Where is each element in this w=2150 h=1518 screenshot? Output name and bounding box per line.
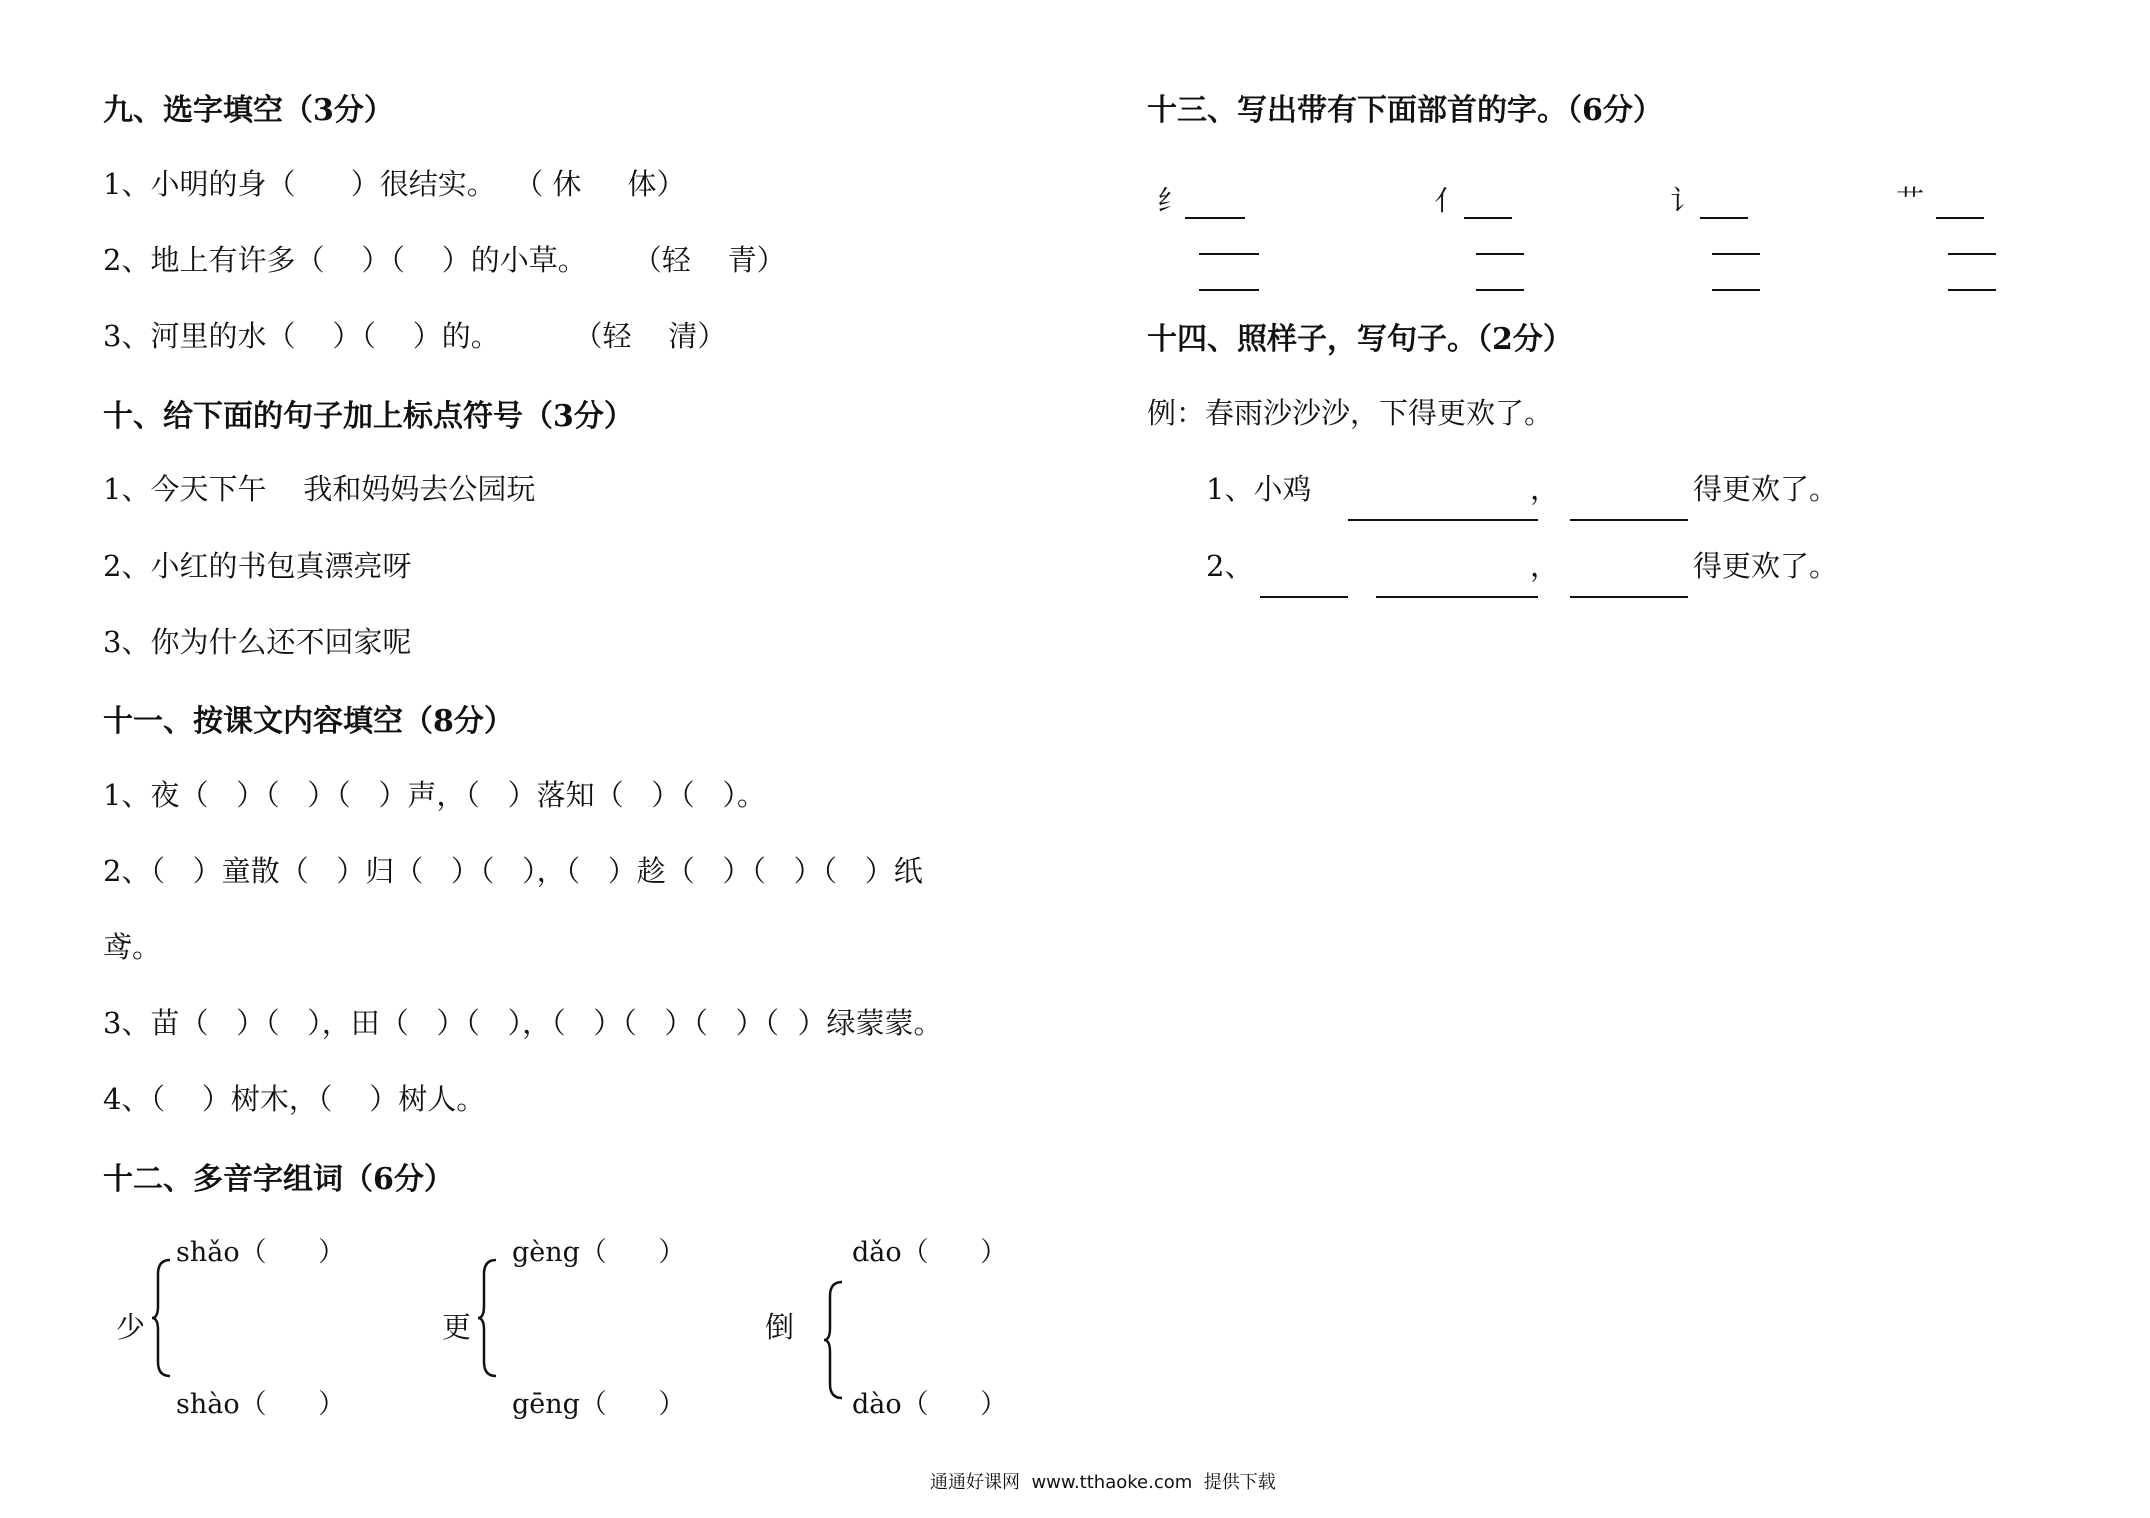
s10-item-3: 3、你为什么还不回家呢 (103, 625, 412, 659)
answer-blank[interactable] (1199, 259, 1259, 291)
s14-item-2-blank-b (1366, 547, 1538, 602)
brace-icon (476, 1258, 498, 1378)
s14-item-2-blank-c (1560, 547, 1688, 602)
polyphone-shao-bottom: shào（ ） (176, 1389, 346, 1420)
answer-blank[interactable] (1570, 489, 1688, 521)
answer-blank[interactable] (1464, 187, 1512, 219)
section-12-title: 十二、多音字组词（6分） (103, 1162, 454, 1197)
s9-item-2: 2、地上有许多（ ）（ ）的小草。 （轻 青） (103, 243, 786, 277)
section-11-title: 十一、按课文内容填空（8分） (103, 704, 514, 739)
s10-item-2: 2、小红的书包真漂亮呀 (103, 549, 412, 583)
s11-item-3: 3、苗（ ）（ ），田（ ）（ ），（ ）（ ）（ ）（ ）绿蒙蒙。 (103, 1006, 943, 1040)
radical-yan: 讠 (1670, 184, 1699, 217)
answer-blank[interactable] (1476, 259, 1524, 291)
section-13-title: 十三、写出带有下面部首的字。（6分） (1147, 93, 1663, 128)
answer-blank[interactable] (1712, 223, 1760, 255)
polyphone-char-shao: 少 (116, 1310, 146, 1344)
s11-item-4: 4、（ ）树木，（ ）树人。 (103, 1082, 486, 1116)
answer-blank[interactable] (1936, 187, 1984, 219)
section-9-title: 九、选字填空（3分） (103, 93, 394, 128)
radical-cao-blanks (1926, 168, 1996, 295)
answer-blank[interactable] (1348, 489, 1538, 521)
s14-item-2-prefix: 2、 (1206, 549, 1254, 583)
polyphone-dao-top: dǎo（ ） (852, 1237, 1008, 1268)
s11-item-1: 1、夜（ ）（ ）（ ）声，（ ）落知（ ）（ ）。 (103, 778, 766, 812)
answer-blank[interactable] (1199, 223, 1259, 255)
answer-blank[interactable] (1712, 259, 1760, 291)
polyphone-char-geng: 更 (442, 1310, 472, 1344)
brace-icon (822, 1280, 844, 1400)
radical-cao: 艹 (1896, 184, 1925, 217)
s14-example: 例：春雨沙沙沙，下得更欢了。 (1147, 396, 1554, 430)
radical-ren: 亻 (1434, 184, 1463, 217)
answer-blank[interactable] (1185, 187, 1245, 219)
s14-item-2-comma: ， (1530, 549, 1560, 583)
s14-item-1-comma: ， (1530, 472, 1560, 506)
answer-blank[interactable] (1948, 223, 1996, 255)
s14-item-2-blank-a (1250, 547, 1348, 602)
s14-item-1-prefix: 1、小鸡 (1206, 472, 1312, 506)
polyphone-geng-top: gèng（ ） (512, 1237, 686, 1268)
s14-item-1-blank-b (1560, 470, 1688, 525)
answer-blank[interactable] (1476, 223, 1524, 255)
s10-item-1: 1、今天下午 我和妈妈去公园玩 (103, 472, 536, 506)
polyphone-geng-bottom: gēng（ ） (512, 1389, 686, 1420)
radical-si-blanks (1175, 168, 1259, 295)
s11-item-2: 2、（ ）童散（ ）归（ ）（ ），（ ）趁（ ）（ ）（ ）纸 (103, 854, 923, 888)
answer-blank[interactable] (1376, 566, 1538, 598)
s14-item-1-blank-a (1338, 470, 1538, 525)
radical-ren-blanks (1454, 168, 1524, 295)
s9-item-3: 3、河里的水（ ）（ ）的。 （轻 清） (103, 319, 727, 353)
brace-icon (150, 1258, 172, 1378)
answer-blank[interactable] (1700, 187, 1748, 219)
s14-item-1-suffix: 得更欢了。 (1693, 472, 1839, 506)
s14-item-2-suffix: 得更欢了。 (1693, 549, 1839, 583)
polyphone-dao-bottom: dào（ ） (852, 1389, 1008, 1420)
section-10-title: 十、给下面的句子加上标点符号（3分） (103, 399, 634, 434)
radical-yan-blanks (1690, 168, 1760, 295)
answer-blank[interactable] (1570, 566, 1688, 598)
polyphone-char-dao: 倒 (765, 1310, 795, 1344)
s11-item-2-cont: 鸢。 (103, 930, 162, 964)
footer-credit: 通通好课网 www.tthaoke.com 提供下载 (930, 1472, 1276, 1493)
radical-si: 纟 (1157, 184, 1186, 217)
answer-blank[interactable] (1948, 259, 1996, 291)
section-14-title: 十四、照样子，写句子。（2分） (1147, 322, 1573, 357)
polyphone-shao-top: shǎo（ ） (176, 1237, 346, 1268)
s9-item-1: 1、小明的身（ ）很结实。 （ 休 体） (103, 167, 686, 201)
answer-blank[interactable] (1260, 566, 1348, 598)
